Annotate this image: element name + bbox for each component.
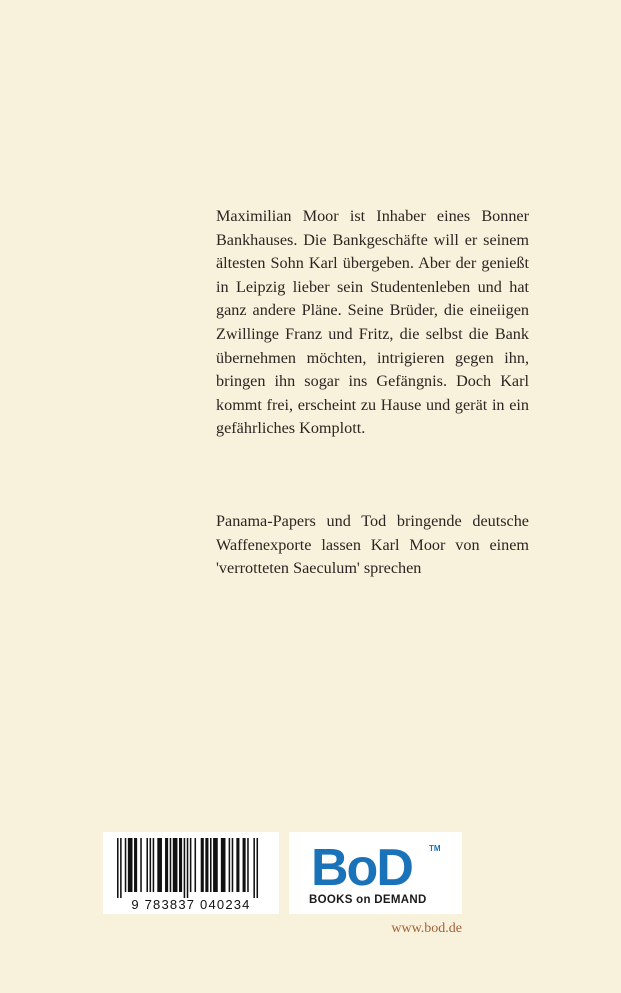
barcode-bar xyxy=(213,838,218,892)
barcode-bar xyxy=(179,838,182,892)
isbn-barcode xyxy=(103,832,279,914)
barcode-bar xyxy=(184,838,186,898)
barcode-bar xyxy=(146,838,148,892)
barcode-bar xyxy=(117,838,119,898)
barcode-bar xyxy=(247,838,249,892)
logo-subtitle: BOOKS on DEMAND xyxy=(309,894,427,906)
barcode-bar xyxy=(173,838,178,892)
barcode-bar xyxy=(140,838,142,892)
barcode-bar xyxy=(201,838,204,892)
barcode-bar xyxy=(170,838,172,892)
book-tagline: Panama-Papers und Tod bringende deutsche Waffenexporte lassen Karl Moor von einem 'verrotteten Saeculum' sprechen xyxy=(216,512,529,578)
barcode-bar xyxy=(153,838,155,892)
barcode-bar xyxy=(221,838,226,892)
barcode-bar xyxy=(243,838,246,892)
isbn-digits: 9 783837 040234 xyxy=(131,897,251,912)
barcode-bar xyxy=(205,838,208,892)
barcode-bar xyxy=(229,838,231,892)
barcode-bar xyxy=(190,838,192,892)
barcode-bar xyxy=(120,838,122,898)
barcode-bar xyxy=(195,838,197,892)
barcode-bar xyxy=(150,838,152,892)
barcode-bar xyxy=(125,838,127,892)
barcode-bar xyxy=(187,838,189,898)
publisher-logo xyxy=(289,832,462,914)
book-description xyxy=(216,205,529,441)
barcode-bar xyxy=(128,838,133,892)
logo-mark: BoD xyxy=(311,839,412,897)
description-paragraph: Maximilian Moor ist Inhaber eines Bonner Bankhauses. Die Bankgeschäfte will er seinem ältesten Sohn Karl übergeben. Aber der genießt in Leipzig lieber sein Studentenleben und hat ganz andere Pläne. Seine Brüder, die eineiigen Zwillinge Franz und Fritz, die selbst die Bank übernehmen möchten, intrigieren gegen ihn, bringen ihn sogar ins Gefängnis. Doch Karl kommt frei, erscheint zu Hause und gerät in ein gefährliches Komplott. xyxy=(216,207,529,438)
barcode-bars xyxy=(103,832,279,898)
barcode-bar xyxy=(210,838,212,892)
barcode-bar xyxy=(134,838,137,892)
logo-trademark: TM xyxy=(429,844,441,853)
barcode-bar xyxy=(165,838,168,892)
barcode-bar xyxy=(157,838,162,892)
barcode-bar xyxy=(232,838,234,892)
barcode-bar xyxy=(253,838,255,898)
publisher-url-link[interactable]: www.bod.de xyxy=(391,921,462,936)
barcode-bar xyxy=(236,838,239,892)
barcode-bar xyxy=(257,838,259,898)
